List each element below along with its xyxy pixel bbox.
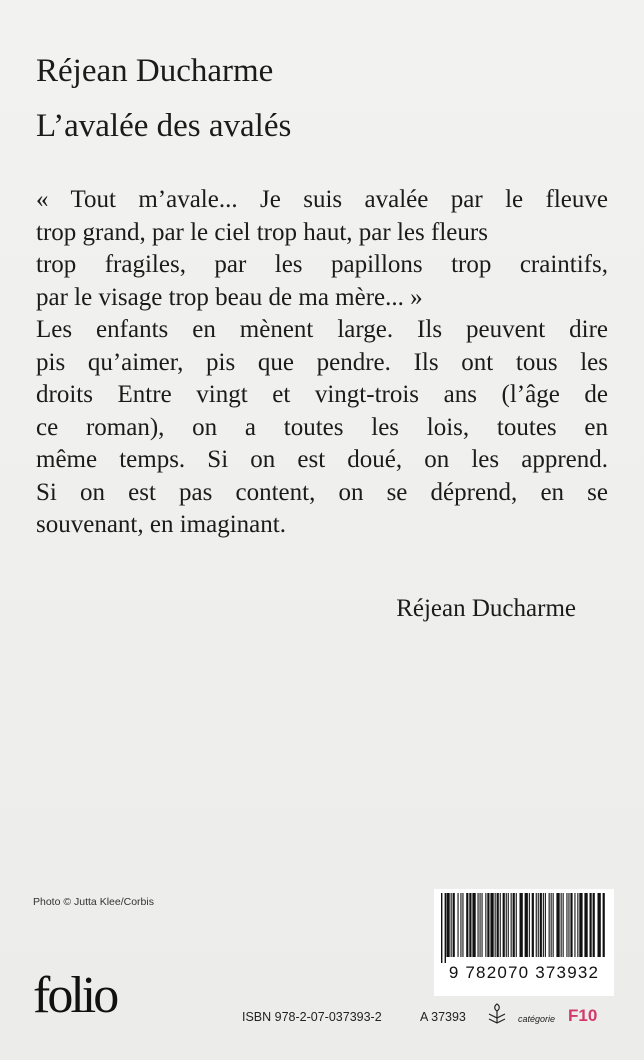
barcode-bar xyxy=(532,893,534,957)
isbn-number: ISBN 978-2-07-037393-2 xyxy=(242,1010,382,1024)
barcode-bar xyxy=(577,893,578,957)
barcode-bar xyxy=(556,893,559,957)
barcode-bar xyxy=(520,893,523,957)
barcode-bar xyxy=(485,893,486,957)
barcode-bar xyxy=(490,893,493,957)
barcode-bar xyxy=(603,893,605,957)
barcode-bar xyxy=(495,893,496,957)
author-name: Réjean Ducharme xyxy=(36,53,274,89)
barcode-bar xyxy=(497,893,499,957)
barcode-bar xyxy=(503,893,505,957)
barcode-bar xyxy=(453,893,455,957)
barcode-bar xyxy=(568,893,569,957)
barcode-bar xyxy=(545,893,546,957)
barcode-bar xyxy=(445,893,446,963)
barcode-bar xyxy=(593,893,595,957)
publisher-emblem-icon xyxy=(486,1002,508,1026)
barcode-bar xyxy=(536,893,537,957)
barcode-bar xyxy=(469,893,471,957)
barcode-bar xyxy=(460,893,461,957)
barcode-bar xyxy=(570,893,572,957)
barcode-bar xyxy=(538,893,539,957)
barcode-bar xyxy=(563,893,564,957)
blurb-line: Les enfants en mènent large. Ils peuvent dire xyxy=(36,316,608,343)
blurb-line: trop fragiles, par les papillons trop craintifs, xyxy=(36,251,608,278)
barcode-bar xyxy=(511,893,512,957)
blurb-line: même temps. Si on est doué, on les apprend. xyxy=(36,446,608,473)
barcode-bar xyxy=(506,893,507,957)
barcode-bar xyxy=(566,893,567,957)
barcode-bar xyxy=(508,893,509,957)
barcode-bar xyxy=(472,893,475,957)
barcode-bar xyxy=(516,893,517,957)
barcode-bar xyxy=(513,893,515,957)
barcode xyxy=(434,889,614,996)
categorie-label: catégorie xyxy=(518,1014,556,1024)
blurb-line: pis qu’aimer, pis que pendre. Ils ont tous les xyxy=(36,348,608,376)
barcode-bar xyxy=(584,893,587,957)
blurb-line: souvenant, en imaginant. xyxy=(36,511,286,538)
book-title: L’avalée des avalés xyxy=(36,108,292,144)
blurb-line: trop grand, par le ciel trop haut, par les fleurs xyxy=(36,218,488,246)
barcode-bar xyxy=(441,893,442,963)
barcode-bar xyxy=(529,893,530,957)
barcode-digits: 9 782070 373932 xyxy=(448,963,600,982)
barcode-bar xyxy=(561,893,562,957)
barcode-bar xyxy=(478,893,479,957)
blurb-line: droits Entre vingt et vingt-trois ans (l’âge de xyxy=(36,381,608,408)
barcode-bar xyxy=(458,893,459,957)
blurb-line: ce roman), on a toutes les lois, toutes en xyxy=(36,413,608,441)
folio-logo: folio xyxy=(33,967,117,1024)
blurb-text xyxy=(36,184,608,542)
blurb-line: « Tout m’avale... Je suis avalée par le fleuve xyxy=(36,186,608,213)
barcode-bar xyxy=(574,893,575,957)
barcode-bar xyxy=(482,893,483,957)
barcode-bar xyxy=(466,893,468,957)
blurb-signature: Réjean Ducharme xyxy=(396,595,576,622)
barcode-bar xyxy=(598,893,601,957)
barcode-bar xyxy=(543,893,544,957)
barcode-bar xyxy=(590,893,592,957)
barcode-bar xyxy=(525,893,528,957)
blurb-line: Si on est pas content, on se déprend, en se xyxy=(36,478,608,506)
barcode-bar xyxy=(462,893,463,957)
categorie-code: F10 xyxy=(568,1006,598,1025)
barcode-bar xyxy=(480,893,481,957)
barcode-bar xyxy=(540,893,542,957)
blurb-line: par le visage trop beau de ma mère... » xyxy=(36,283,423,311)
barcode-bar xyxy=(553,893,554,957)
barcode-bar xyxy=(549,893,550,957)
barcode-bars xyxy=(439,893,609,963)
barcode-bar xyxy=(500,893,501,957)
barcode-bar xyxy=(451,893,452,957)
catalog-code: A 37393 xyxy=(420,1010,466,1024)
barcode-bar xyxy=(446,893,449,957)
barcode-bar xyxy=(487,893,489,957)
barcode-bar xyxy=(551,893,552,957)
barcode-bar xyxy=(579,893,582,957)
photo-credit: Photo © Jutta Klee/Corbis xyxy=(33,896,154,908)
